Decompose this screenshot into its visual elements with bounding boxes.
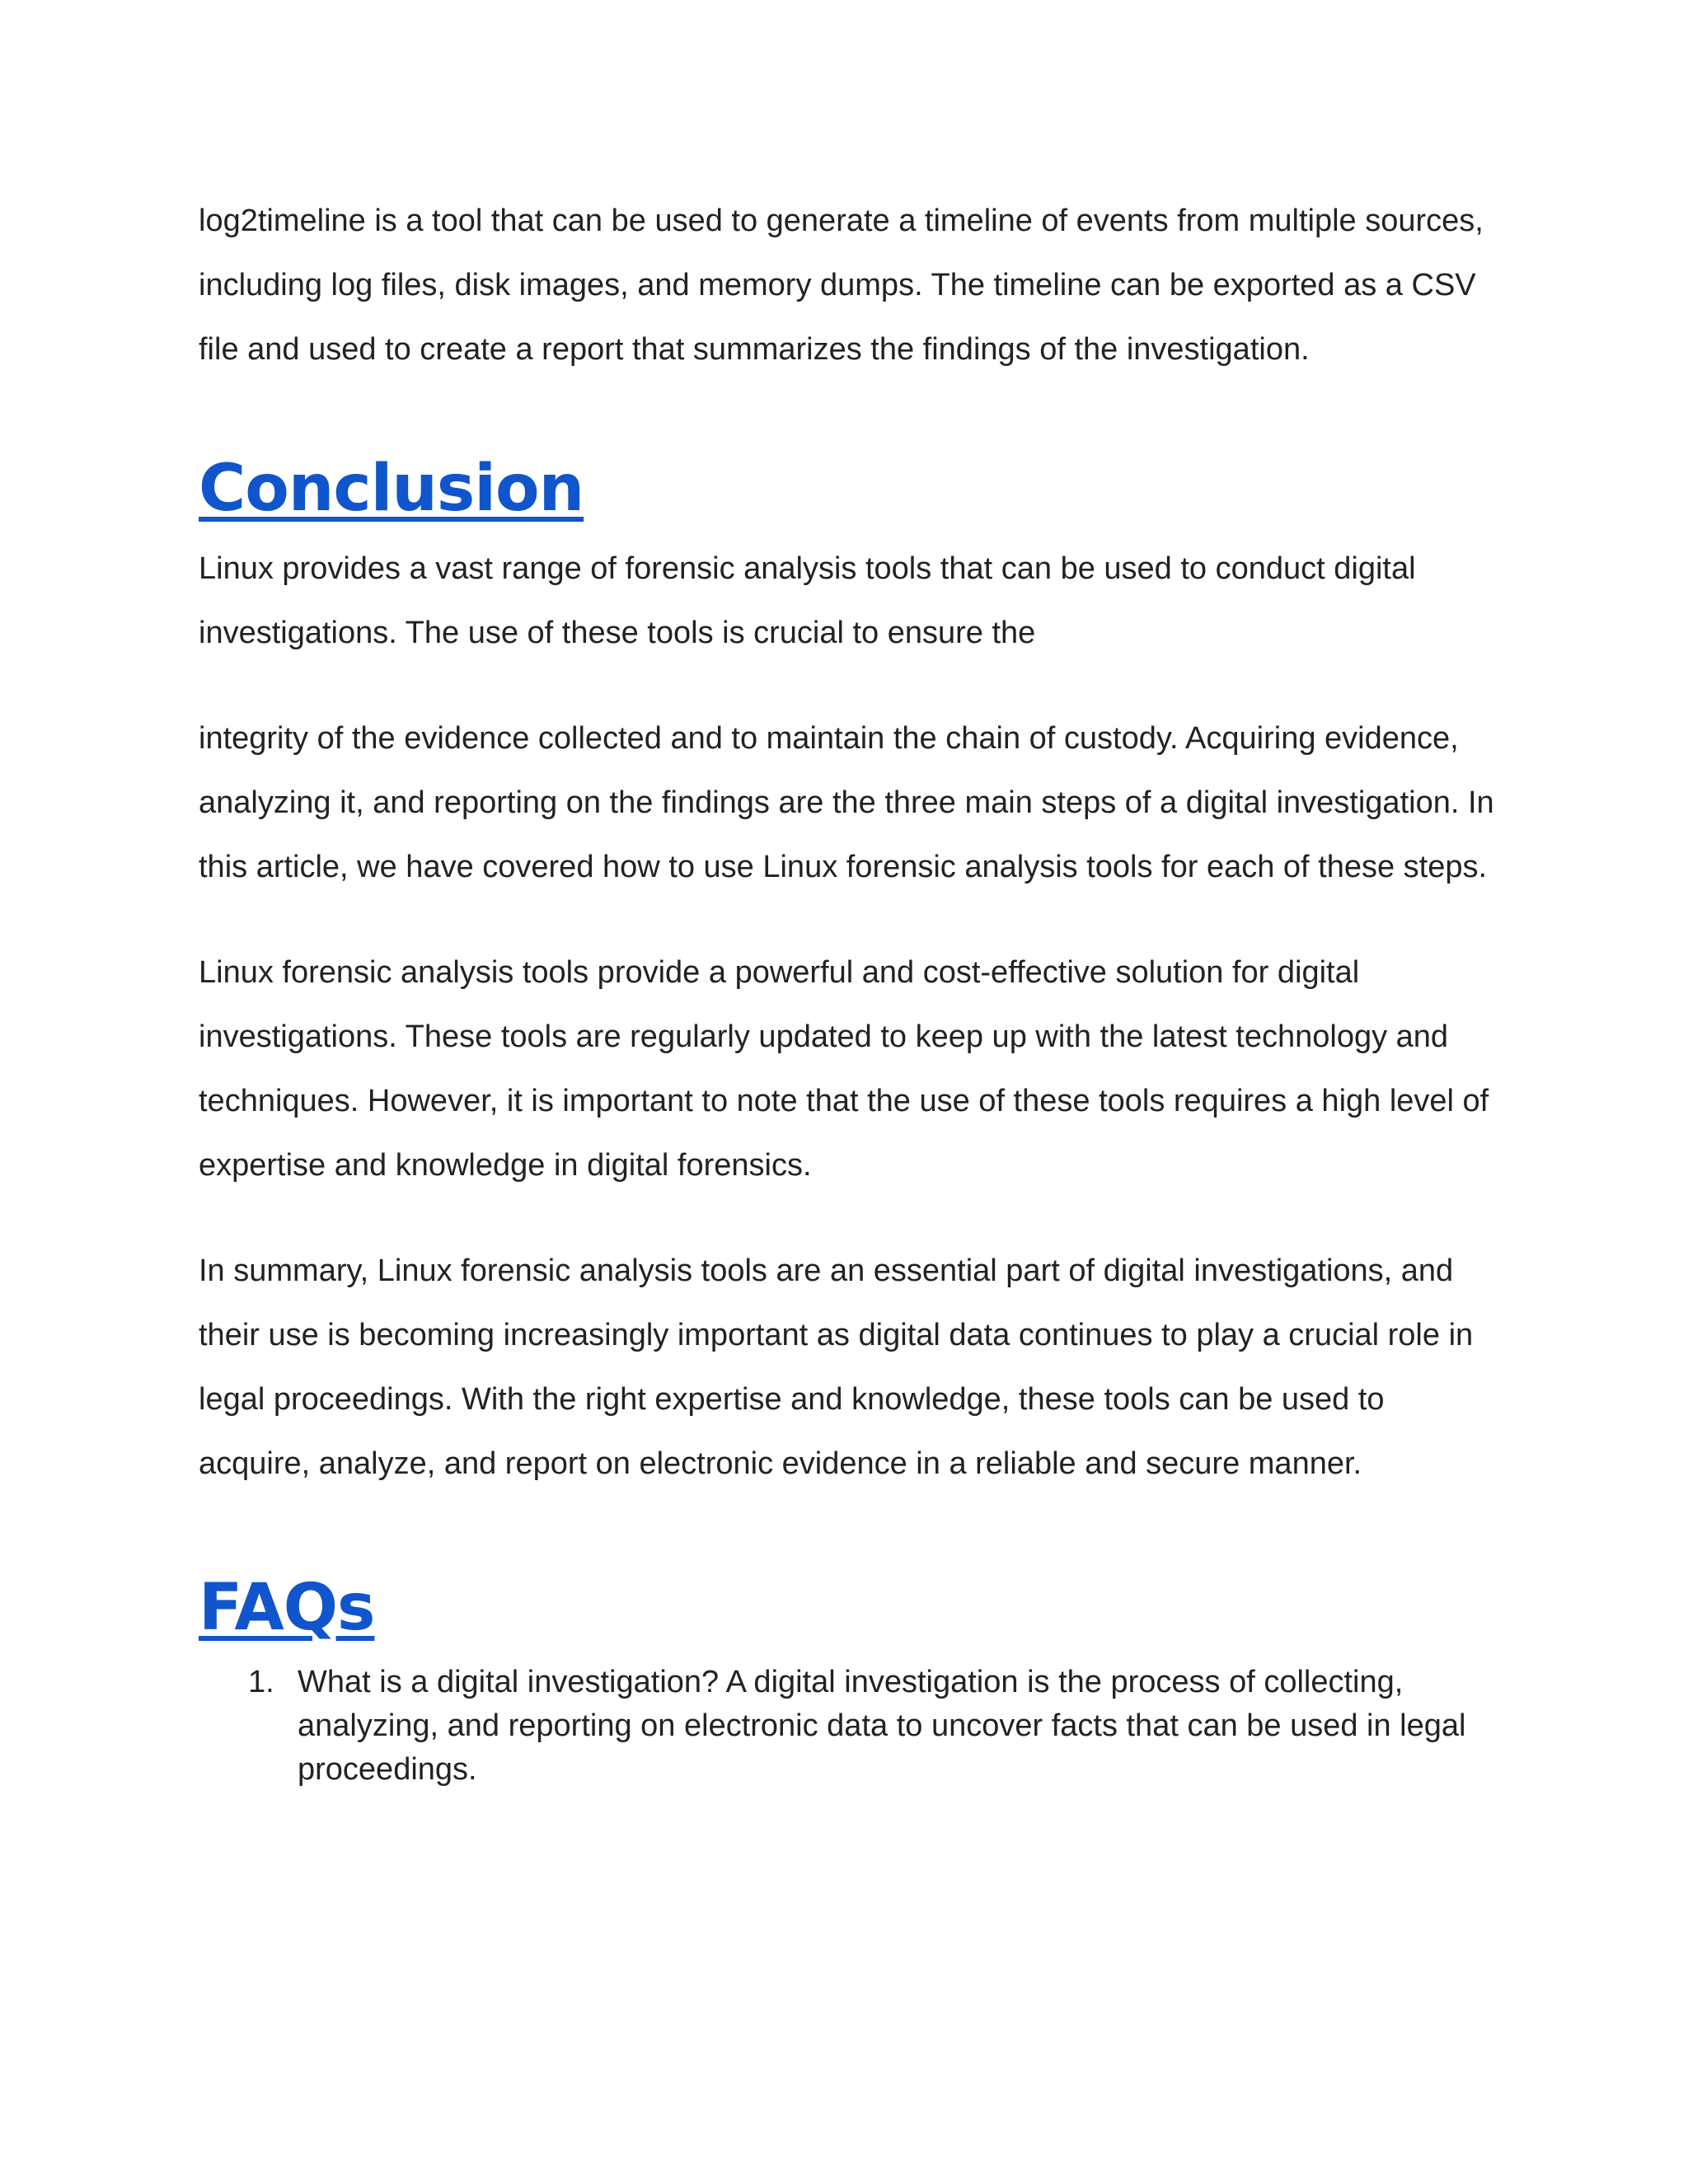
conclusion-heading[interactable]: Conclusion (199, 452, 584, 526)
conclusion-paragraph-2: integrity of the evidence collected and to maintain the chain of custody. Acquiring evidence, analyzing it, and reporting on the findings are the three main steps of a digital investigation. In this article, we have covered how to use Linux forensic analysis tools for each of these steps. (199, 721, 1494, 884)
conclusion-paragraph-1: Linux provides a vast range of forensic analysis tools that can be used to conduct digital investigations. The use of these tools is crucial to ensure the (199, 551, 1416, 650)
faq-item-number: 1. (248, 1665, 274, 1699)
faq-list (199, 1661, 1501, 1792)
document-body (199, 189, 1501, 1792)
conclusion-paragraph-3: Linux forensic analysis tools provide a powerful and cost-effective solution for digital investigations. These tools are regularly updated to keep up with the latest technology and techniques. However, it is important to note that the use of these tools requires a high level of expertise and knowledge in digital forensics. (199, 955, 1489, 1183)
faqs-heading[interactable]: FAQs (199, 1571, 375, 1645)
faq-item-text: What is a digital investigation? A digital investigation is the process of collecting, analyzing, and reporting on electronic data to uncover facts that can be used in legal proceedings. (298, 1665, 1466, 1787)
faq-item (199, 1661, 1501, 1792)
conclusion-paragraph-4: In summary, Linux forensic analysis tools are an essential part of digital investigations, and their use is becoming increasingly important as digital data continues to play a crucial role in legal proceedings. With the right expertise and knowledge, these tools can be used to acquire, analyze, and report on electronic evidence in a reliable and secure manner. (199, 1254, 1474, 1481)
intro-paragraph: log2timeline is a tool that can be used to generate a timeline of events from multiple sources, including log files, disk images, and memory dumps. The timeline can be exported as a CSV file and used to create a report that summarizes the findings of the investigation. (199, 204, 1484, 367)
